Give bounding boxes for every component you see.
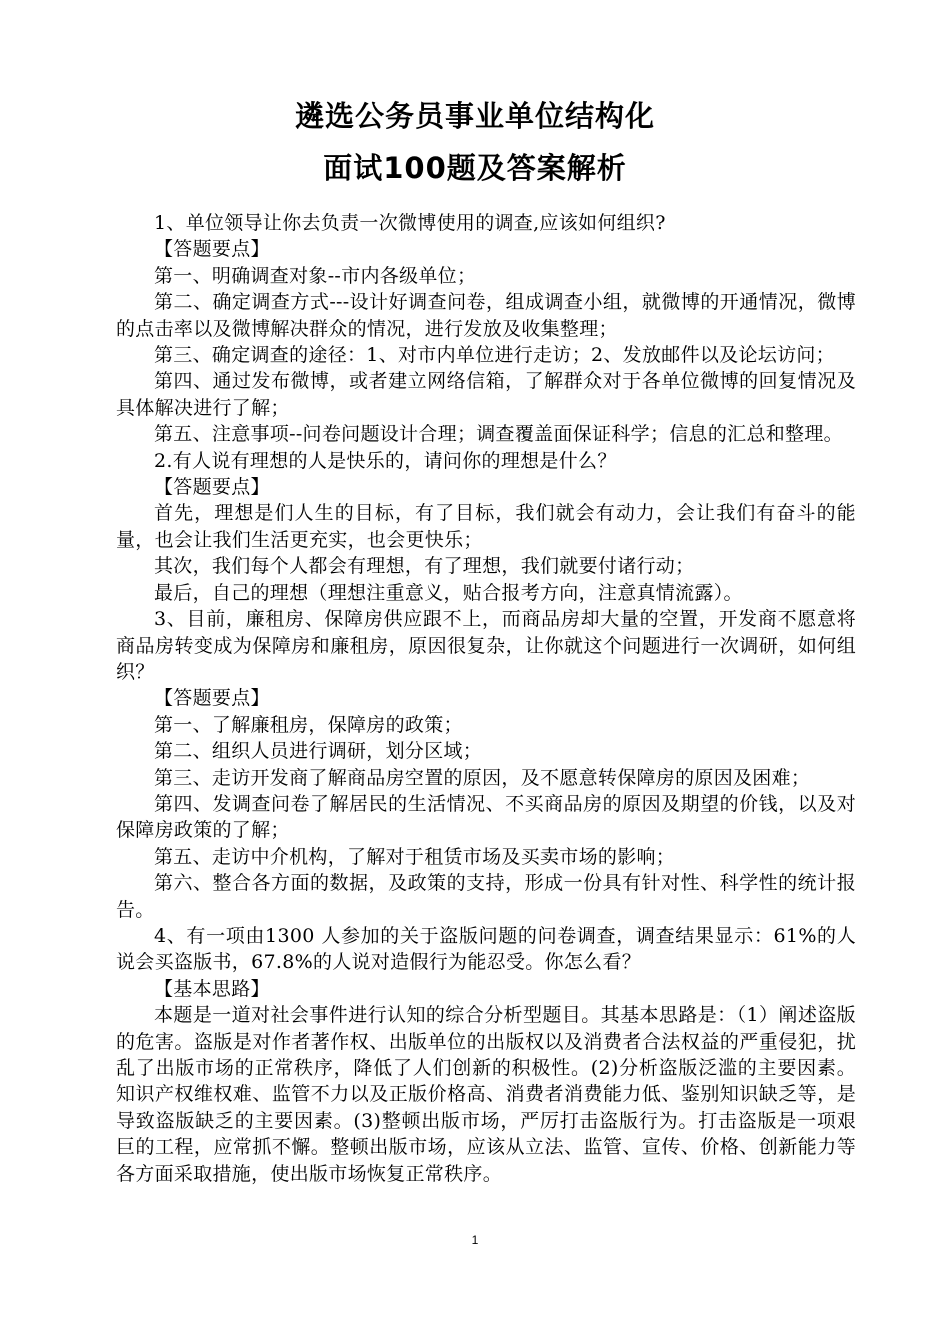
question-1: 1、单位领导让你去负责一次微博使用的调查,应该如何组织? (154, 212, 666, 234)
answer-point: 第五、走访中介机构，了解对于租赁市场及买卖市场的影响； (154, 845, 676, 868)
answer-point: 本题是一道对社会事件进行认知的综合分析型题目。其基本思路是：（1）阐述盗版的危害。盗版是对作者著作权、出版单位的出版权以及消费者合法权益的严重侵犯，扰乱了出版市场的正常秩序，降低了人们创新的积极性。(2)分析盗版泛滥的主要因素。知识产权维权难、监管不力以及正版价格高、消费者消费能力低、鉴别知识缺乏等，是导致盗版缺乏的主要因素。(3)整顿出版市场，严厉打击盗版行为。打击盗版是一项艰巨的工程，应常抓不懈。整顿出版市场，应该从立法、监管、宣传、价格、创新能力等各方面采取措施，使出版市场恢复正常秩序。 (116, 1004, 856, 1185)
question-4: 4、有一项由1300 人参加的关于盗版问题的问卷调查，调查结果显示：61%的人说会买盗版书，67.8%的人说对造假行为能忍受。你怎么看？ (116, 924, 856, 974)
answer-point: 第四、发调查问卷了解居民的生活情况、不买商品房的原因及期望的价钱，以及对保障房政策的了解； (116, 792, 856, 842)
answer-point: 第二、确定调查方式---设计好调查问卷，组成调查小组，就微博的开通情况，微博的点击率以及微博解决群众的情况，进行发放及收集整理； (116, 291, 856, 340)
answer-heading: 【基本思路】 (154, 977, 270, 1000)
answer-point: 第二、组织人员进行调研，划分区域； (154, 740, 483, 763)
answer-point: 第四、通过发布微博，或者建立网络信箱，了解群众对于各单位微博的回复情况及具体解决进行了解； (116, 370, 856, 419)
document-body (116, 210, 856, 1187)
answer-point: 首先，理想是们人生的目标，有了目标，我们就会有动力，会让我们有奋斗的能量，也会让我们生活更充实，也会更快乐； (116, 502, 856, 551)
answer-heading: 【答题要点】 (154, 476, 270, 499)
document-title-line-2: 面试100题及答案解析 (323, 151, 627, 185)
answer-point: 最后，自己的理想（理想注重意义，贴合报考方向，注意真情流露）。 (154, 581, 743, 604)
page-number: 1 (471, 1233, 479, 1247)
answer-heading: 【答题要点】 (154, 238, 270, 261)
answer-heading: 【答题要点】 (154, 687, 270, 710)
answer-point: 其次，我们每个人都会有理想，有了理想，我们就要付诸行动； (154, 555, 695, 578)
answer-point: 第一、明确调查对象--市内各级单位； (154, 264, 477, 287)
answer-point: 第五、注意事项--问卷问题设计合理；调查覆盖面保证科学；信息的汇总和整理。 (154, 423, 843, 446)
answer-point: 第三、走访开发商了解商品房空置的原因，及不愿意转保障房的原因及困难； (154, 766, 811, 789)
document-title-line-1: 遴选公务员事业单位结构化 (294, 99, 655, 133)
answer-point: 第六、整合各方面的数据，及政策的支持，形成一份具有针对性、科学性的统计报告。 (116, 872, 856, 921)
answer-point: 第一、了解廉租房，保障房的政策； (154, 713, 463, 736)
question-2: 2.有人说有理想的人是快乐的，请问你的理想是什么？ (154, 449, 617, 472)
question-3: 3、目前，廉租房、保障房供应跟不上，而商品房却大量的空置，开发商不愿意将商品房转变成为保障房和廉租房，原因很复杂，让你就这个问题进行一次调研，如何组织？ (116, 608, 856, 683)
answer-point: 第三、确定调查的途径：1、对市内单位进行走访；2、发放邮件以及论坛访问； (154, 344, 835, 367)
